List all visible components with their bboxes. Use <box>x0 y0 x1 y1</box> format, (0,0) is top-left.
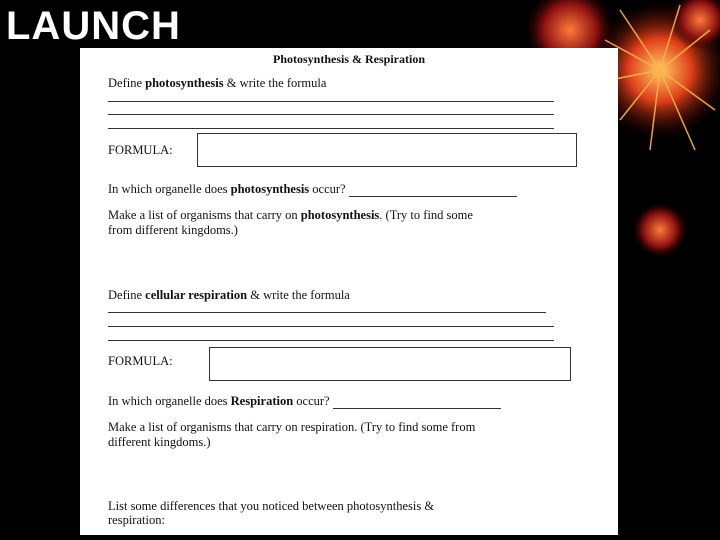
formula-label: FORMULA: <box>108 143 173 157</box>
answer-line[interactable] <box>108 340 554 341</box>
organelle-answer-blank[interactable] <box>333 408 501 409</box>
formula-box[interactable] <box>209 347 571 381</box>
answer-line[interactable] <box>108 312 546 313</box>
organelle-answer-blank[interactable] <box>349 196 517 197</box>
resp-organelle-prompt: In which organelle does Respiration occur? <box>108 394 501 409</box>
photo-list-prompt-line2: from different kingdoms.) <box>108 223 238 237</box>
formula-box[interactable] <box>197 133 577 167</box>
slide-title: LAUNCH <box>6 4 181 48</box>
differences-prompt: List some differences that you noticed between photosynthesis & <box>108 499 435 513</box>
photo-organelle-prompt: In which organelle does photosynthesis occur? <box>108 182 517 197</box>
answer-line[interactable] <box>108 101 554 102</box>
resp-list-prompt-line2: different kingdoms.) <box>108 435 211 449</box>
photo-define-prompt: Define photosynthesis & write the formula <box>108 76 327 90</box>
worksheet <box>80 48 618 535</box>
differences-prompt-line2: respiration: <box>108 513 165 527</box>
answer-line[interactable] <box>108 326 554 327</box>
resp-define-prompt: Define cellular respiration & write the formula <box>108 288 350 302</box>
resp-list-prompt: Make a list of organisms that carry on respiration. (Try to find some from <box>108 420 476 434</box>
formula-label: FORMULA: <box>108 354 173 368</box>
worksheet-heading: Photosynthesis & Respiration <box>272 52 425 66</box>
answer-line[interactable] <box>108 114 554 115</box>
answer-line[interactable] <box>108 128 554 129</box>
photo-list-prompt: Make a list of organisms that carry on photosynthesis. (Try to find some <box>108 208 473 222</box>
